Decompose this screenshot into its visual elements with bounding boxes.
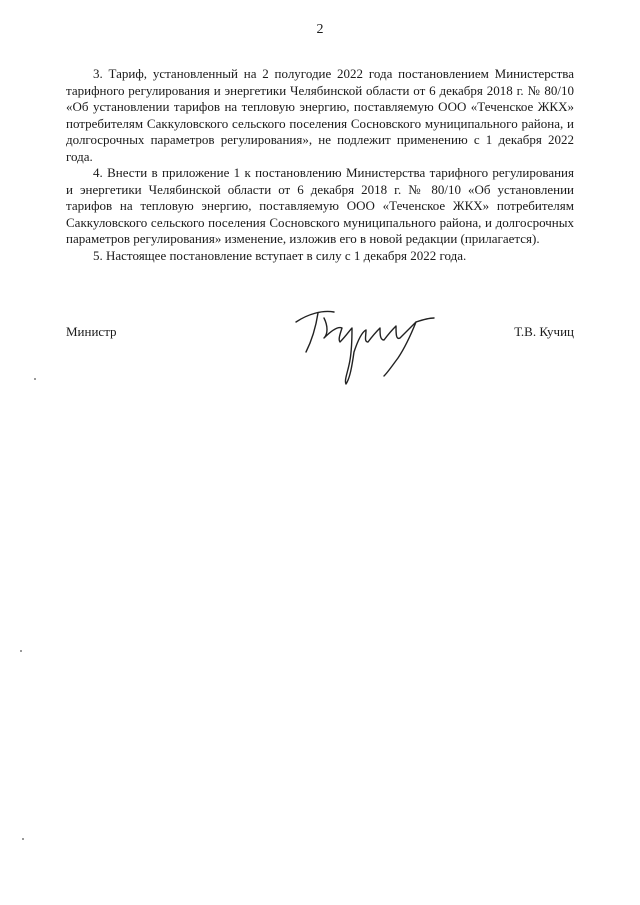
paragraph-3: 3. Тариф, установленный на 2 полугодие 2022 года постановлением Министерства тарифного регулирования и энергетики Челябинской области от 6 декабря 2018 г. № 80/10 «Об установлении тарифов на тепловую энергию, поставляемую ООО «Теченское ЖКХ» потребителям Саккуловского сельского поселения Сосновского муниципального района, и долгосрочных параметров регулирования», не подлежит применению с 1 декабря 2022 года. xyxy=(66,66,574,164)
handwritten-signature xyxy=(288,300,438,390)
paragraph-5: 5. Настоящее постановление вступает в силу с 1 декабря 2022 года. xyxy=(93,247,467,263)
signer-role: Министр xyxy=(66,324,117,339)
signature-block xyxy=(66,300,574,390)
scan-speck xyxy=(20,650,22,652)
document-body xyxy=(66,66,574,264)
page-number: 2 xyxy=(316,22,324,37)
paragraph-4: 4. Внести в приложение 1 к постановлению Министерства тарифного регулирования и энергетики Челябинской области от 6 декабря 2018 г. № 80/10 «Об установлении тарифов на тепловую энергию, поставляемую ООО «Теченское ЖКХ» потребителям Саккуловского сельского поселения Сосновского муниципального района, и долгосрочных параметров регулирования» изменение, изложив его в новой редакции (прилагается). xyxy=(66,165,574,246)
signer-name: Т.В. Кучиц xyxy=(514,324,574,339)
scan-speck xyxy=(34,378,36,380)
scan-speck xyxy=(22,838,24,840)
